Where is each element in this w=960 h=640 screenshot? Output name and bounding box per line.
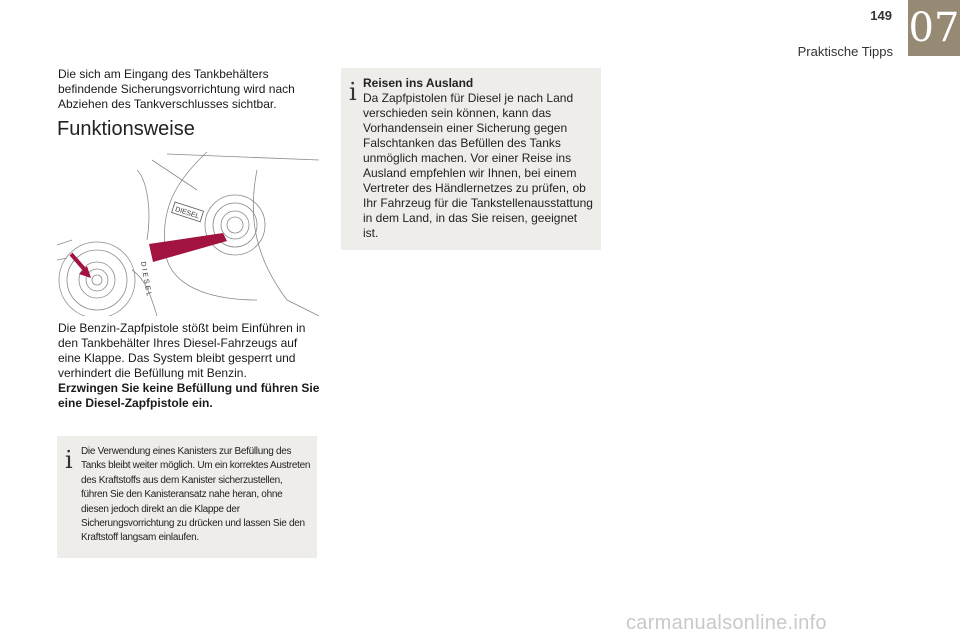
- page-number: 149: [870, 8, 892, 23]
- diesel-tag-label: DIESEL: [174, 206, 201, 221]
- chapter-tab: 07: [908, 0, 960, 56]
- body-text: [58, 321, 323, 411]
- info-icon: i: [65, 446, 73, 474]
- info-icon: i: [349, 78, 357, 106]
- note-text: Die Verwendung eines Kanisters zur Befüllung des Tanks bleibt weiter möglich. Um ein korrektes Austreten des Kraftstoffs aus dem Kanister sicherzustellen, führen Sie den Kanisteransatz nahe heran, ohne diesen jedoch direkt an die Klappe der Sicherungsvorrichtung zu drücken und lassen Sie den Kraftstoff langsam einlaufen.: [81, 446, 311, 544]
- section-title: Praktische Tipps: [797, 44, 893, 59]
- body-warning: Erzwingen Sie keine Befüllung und führen Sie eine Diesel-Zapfpistole ein.: [58, 381, 320, 410]
- diesel-ring-label: DIESEL: [139, 261, 153, 299]
- intro-text: Die sich am Eingang des Tankbehälters befindende Sicherungsvorrichtung wird nach Abziehen des Tankverschlusses sichtbar.: [58, 67, 295, 111]
- diesel-tag: [172, 202, 204, 222]
- fuel-filler-drawing: [57, 150, 319, 316]
- note-box: [57, 436, 317, 558]
- fuel-filler-illustration: [57, 150, 319, 316]
- watermark: carmanualsonline.info: [626, 612, 827, 634]
- pointer-arrow-small: [71, 254, 91, 278]
- section-heading: Funktionsweise: [57, 118, 195, 140]
- info-box: [341, 68, 601, 250]
- info-title: Reisen ins Ausland: [363, 76, 474, 90]
- info-text: Da Zapfpistolen für Diesel je nach Land verschieden sein können, kann das Vorhandensein einer Sicherung gegen Falschtanken das Befüllen des Tanks unmöglich machen. Vor einer Reise ins Ausland empfehlen wir Ihnen, bei einem Vertreter des Händlernetzes zu prüfen, ob Ihr Fahrzeug für die Tankstellenausstattung in dem Land, in das Sie reisen, geeignet ist.: [363, 91, 593, 240]
- body-description: Die Benzin-Zapfpistole stößt beim Einführen in den Tankbehälter Ihres Diesel-Fahrzeugs auf eine Klappe. Das System bleibt gesperrt und verhindert die Befüllung mit Benzin.: [58, 321, 306, 380]
